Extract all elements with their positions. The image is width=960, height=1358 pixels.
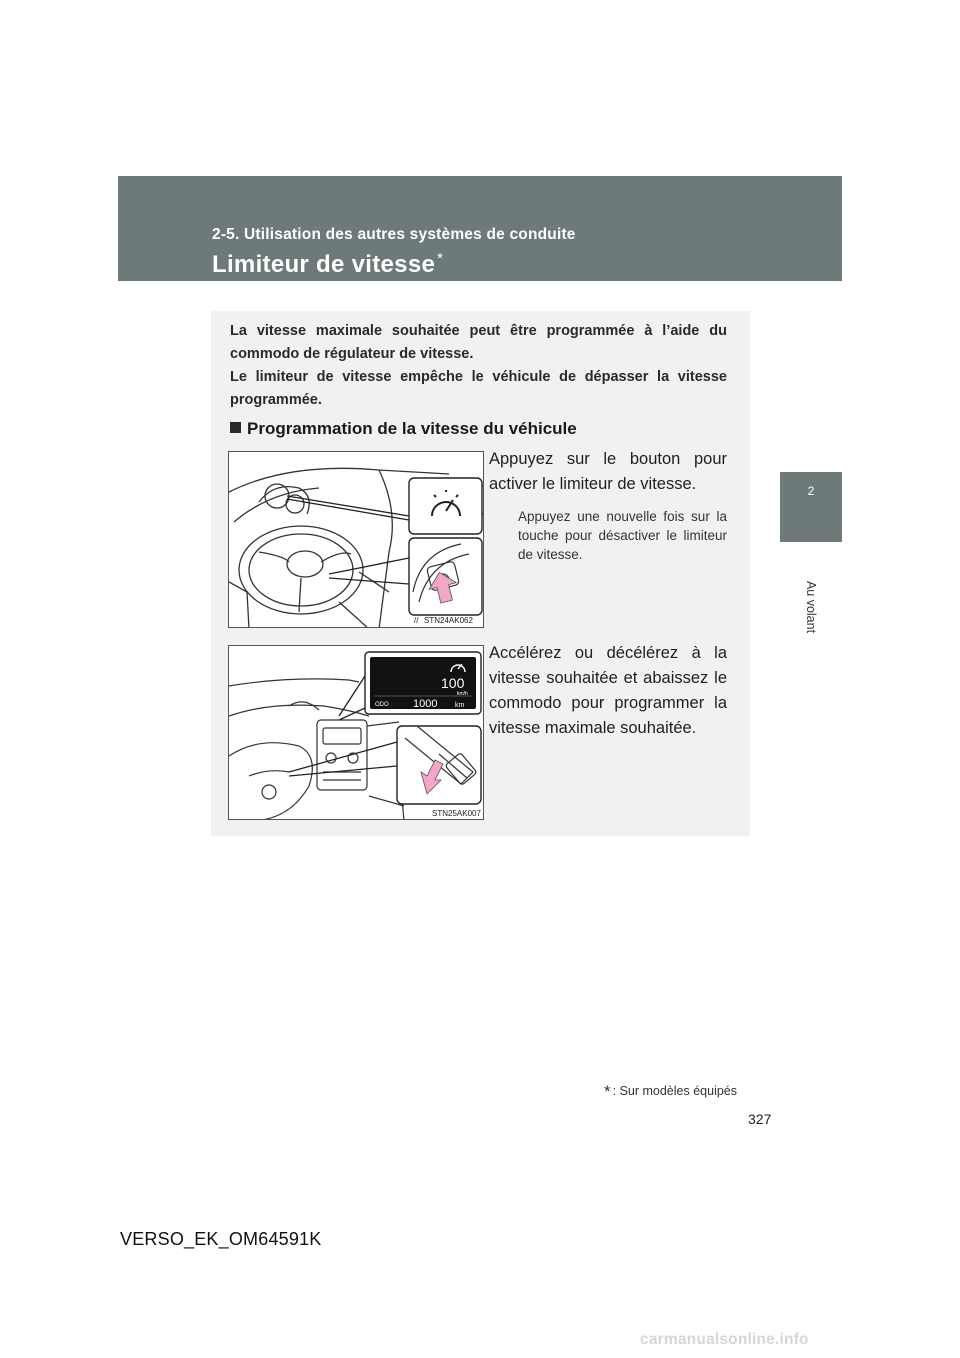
watermark: carmanualsonline.info bbox=[640, 1331, 809, 1348]
page-title-text: Limiteur de vitesse bbox=[212, 251, 436, 278]
dashboard-illustration bbox=[229, 646, 484, 820]
figure1-code-mark: // bbox=[414, 616, 419, 625]
title-asterisk: * bbox=[437, 250, 444, 267]
content-box bbox=[211, 311, 750, 836]
square-bullet-icon bbox=[230, 422, 241, 433]
chapter-tab: 2 bbox=[780, 472, 842, 542]
sub-heading-text: Programmation de la vitesse du véhicule bbox=[247, 419, 577, 438]
footnote-text: : Sur modèles équipés bbox=[612, 1084, 738, 1098]
display-odo-unit: km bbox=[455, 702, 465, 709]
page-title bbox=[212, 250, 443, 279]
chapter-tab-label: Au volant bbox=[804, 580, 818, 634]
display-speed-unit: km/h bbox=[457, 691, 468, 697]
section-label: 2-5. Utilisation des autres systèmes de conduite bbox=[212, 226, 576, 243]
step1-note: Appuyez une nouvelle fois sur la touche pour désactiver le limiteur de vitesse. bbox=[518, 509, 727, 562]
header-band bbox=[118, 176, 842, 281]
steering-wheel-illustration bbox=[229, 452, 484, 628]
display-speed: 100 bbox=[441, 675, 465, 691]
figure-steering-wheel-button bbox=[228, 451, 484, 628]
page-number: 327 bbox=[748, 1111, 772, 1127]
sub-heading bbox=[230, 419, 577, 439]
intro-paragraph-2: Le limiteur de vitesse empêche le véhicule de dépasser la vitesse programmée. bbox=[230, 369, 727, 408]
figure2-code: STN25AK007 bbox=[432, 809, 481, 818]
footnote-asterisk: * bbox=[604, 1082, 611, 1101]
footnote bbox=[604, 1082, 737, 1102]
step1-text: Appuyez sur le bouton pour activer le limiteur de vitesse. bbox=[489, 450, 727, 493]
intro-paragraph-1: La vitesse maximale souhaitée peut être programmée à l’aide du commodo de régulateur de vitesse. bbox=[230, 323, 727, 362]
intro-text bbox=[230, 320, 727, 412]
display-odo-value: 1000 bbox=[413, 698, 438, 710]
display-odo-label: ODO bbox=[375, 702, 389, 708]
step2-text: Accélérez ou décélérez à la vitesse souhaitée et abaissez le commodo pour programmer la vitesse maximale souhaitée. bbox=[489, 644, 727, 737]
figure1-code: STN24AK062 bbox=[424, 616, 473, 625]
document-code: VERSO_EK_OM64591K bbox=[120, 1229, 322, 1249]
figure-dashboard-lever bbox=[228, 645, 484, 820]
